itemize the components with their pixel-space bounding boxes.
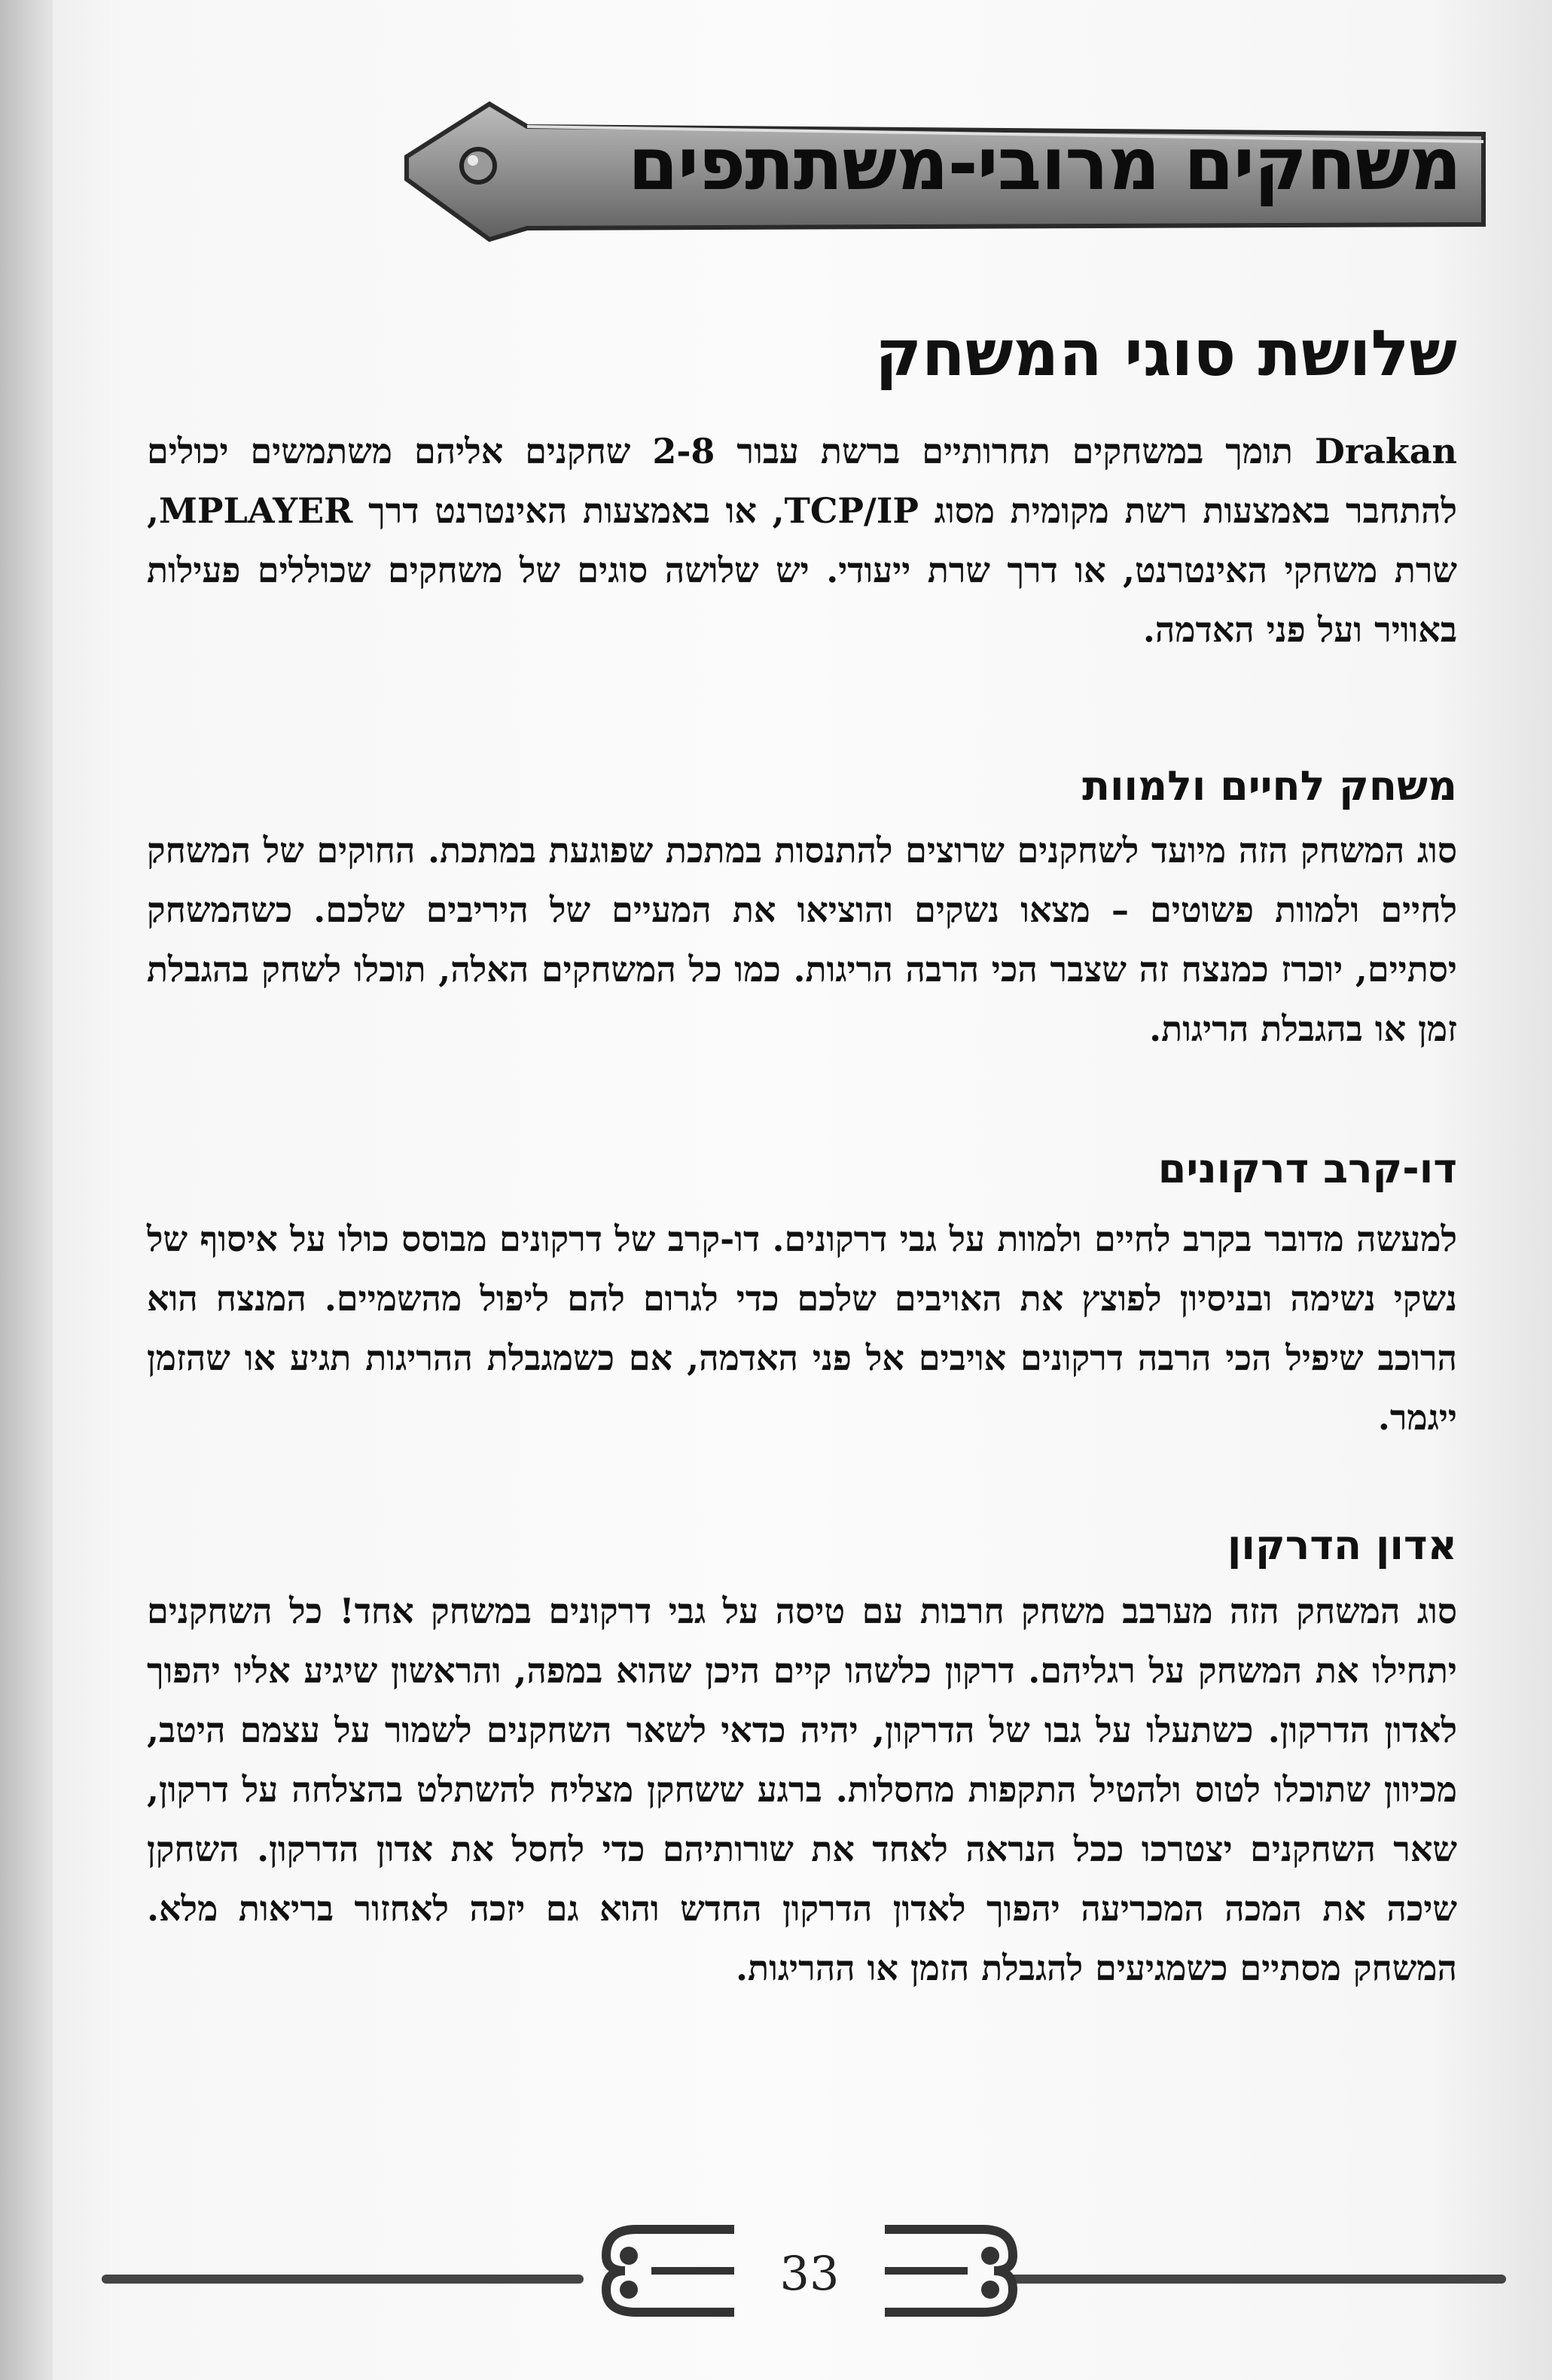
mode-heading-dragon-lord: אדון הדרקון (1227, 1521, 1457, 1569)
section-title: שלושת סוגי המשחק (875, 316, 1457, 390)
page-number: 33 (779, 2246, 840, 2301)
chapter-banner (399, 81, 1491, 255)
left-scroll-ornament-icon (591, 2214, 742, 2327)
mode-heading-deathmatch: משחק לחיים ולמוות (1082, 762, 1457, 810)
page-footer (102, 2214, 1506, 2327)
mode-text-deathmatch: סוג המשחק הזה מיועד לשחקנים שרוצים להתנסות במתכת שפוגעת במתכת. החוקים של המשחק לחיים ולמוות פשוטים – מצאו נשקים והוציאו את המעיים של היריבים שלכם. כשהמשחק יסתיים, יוכרז כמנצח זה שצבר הכי הרבה הריגות. כמו כל המשחקים האלה, תוכלו לשחק בהגבלת זמן או בהגבלת הריגות. (147, 830, 1457, 1049)
chapter-title: משחקים מרובי-משתתפים (628, 122, 1461, 206)
intro-paragraph: Drakan תומך במשחקים תחרותיים ברשת עבור 2-8 שחקנים אליהם משתמשים יכולים להתחבר באמצעות רשת מקומית מסוג TCP/IP, או באמצעות האינטרנט דרך MPLAYER, שרת משחקי האינטרנט, או דרך שרת ייעודי. יש שלושה סוגים של משחקים שכוללים פעילות באוויר ועל פני האדמה. (147, 431, 1457, 650)
page-binding-shadow (0, 0, 53, 2380)
mode-text-dragon-duel: למעשה מדובר בקרב לחיים ולמוות על גבי דרקונים. דו-קרב של דרקונים מבוסס כולו על איסוף של נשקי נשימה ובניסיון לפוצץ את האויבים שלכם כדי לגרום להם ליפול מהשמיים. המנצח הוא הרוכב שיפיל הכי הרבה דרקונים אויבים אל פני האדמה, אם כשמגבלת ההריגות תגיע או שהזמן ייגמר. (147, 1219, 1457, 1438)
mode-text-dragon-lord: סוג המשחק הזה מערבב משחק חרבות עם טיסה על גבי דרקונים במשחק אחד! כל השחקנים יתחילו את המשחק על רגליהם. דרקון כלשהו קיים היכן שהוא במפה, והראשון שיגיע אליו יהפוך לאדון הדרקון. כשתעלו על גבו של הדרקון, יהיה כדאי לשאר השחקנים לשמור על עצמם היטב, מכיוון שתוכלו לטוס ולהטיל התקפות מחסלות. ברגע ששחקן מצליח להשתלט בהצלחה על דרקון, שאר השחקנים יצטרכו ככל הנראה לאחד את שורותיהם כדי לחסל את אדון הדרקון. השחקן שיכה את המכה המכריעה יהפוך לאדון הדרקון החדש והוא גם יזכה לאחזור בריאות מלא. המשחק מסתיים כשמגיעים להגבלת הזמן או ההריגות. (147, 1591, 1457, 1988)
footer-rule-right (1009, 2275, 1506, 2284)
mode-heading-dragon-duel: דו-קרב דרקונים (1157, 1145, 1457, 1192)
footer-rule-left (102, 2275, 584, 2284)
right-scroll-ornament-icon (877, 2214, 1028, 2327)
